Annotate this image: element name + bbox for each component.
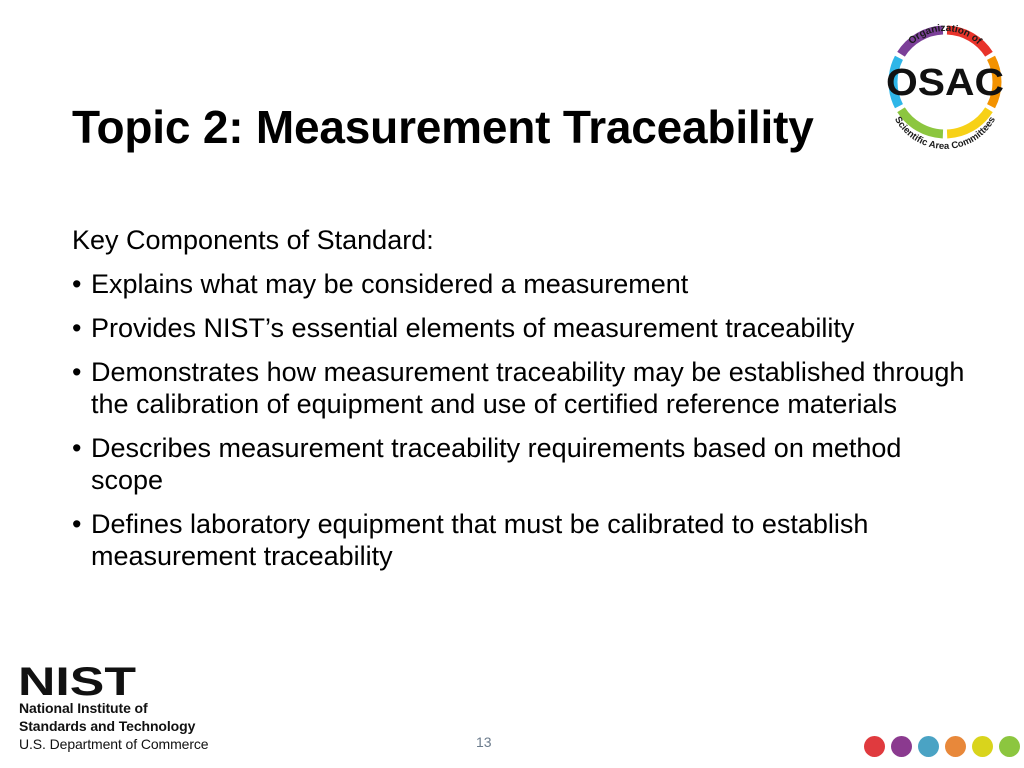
bullet-item (72, 312, 972, 344)
bullet-text: Defines laboratory equipment that must be calibrated to establish measurement traceability (91, 509, 869, 571)
footer-dot-icon (972, 736, 993, 757)
osac-logo (878, 12, 1012, 152)
bullet-text: Demonstrates how measurement traceability may be established through the calibration of equipment and use of certified reference materials (91, 357, 965, 419)
bullet-dot-icon: • (72, 269, 82, 299)
page-number: 13 (476, 734, 492, 750)
bullet-item (72, 508, 972, 572)
bullet-item (72, 268, 972, 300)
lead-text: Key Components of Standard: (72, 225, 434, 255)
nist-wordmark (18, 664, 138, 698)
nist-logo (18, 664, 228, 760)
bullet-list (72, 268, 972, 572)
bullet-dot-icon: • (72, 357, 82, 387)
slide-title: Topic 2: Measurement Traceability (72, 101, 814, 153)
osac-wordmark: OSAC (886, 62, 1004, 104)
footer-dot-icon (999, 736, 1020, 757)
bullet-text: Provides NIST’s essential elements of measurement traceability (91, 313, 855, 343)
osac-bottom-arc-text: Scientific Area Committees (892, 114, 998, 152)
osac-top-arc-text: Organization of (906, 22, 984, 47)
footer-dot-icon (918, 736, 939, 757)
bullet-item (72, 356, 972, 420)
bullet-dot-icon: • (72, 509, 82, 539)
bullet-text: Explains what may be considered a measurement (91, 269, 689, 299)
slide-body (72, 224, 972, 584)
footer-dot-icon (864, 736, 885, 757)
bullet-text: Describes measurement traceability requirements based on method scope (91, 433, 902, 495)
footer-dot-icon (891, 736, 912, 757)
footer-dots (864, 736, 1020, 758)
bullet-dot-icon: • (72, 433, 82, 463)
bullet-dot-icon: • (72, 313, 82, 343)
nist-line-1: National Institute of (19, 700, 148, 716)
nist-line-2: Standards and Technology (19, 718, 196, 734)
footer-dot-icon (945, 736, 966, 757)
bullet-item (72, 432, 972, 496)
nist-line-3: U.S. Department of Commerce (19, 736, 209, 752)
svg-text:NIST: NIST (18, 664, 136, 698)
